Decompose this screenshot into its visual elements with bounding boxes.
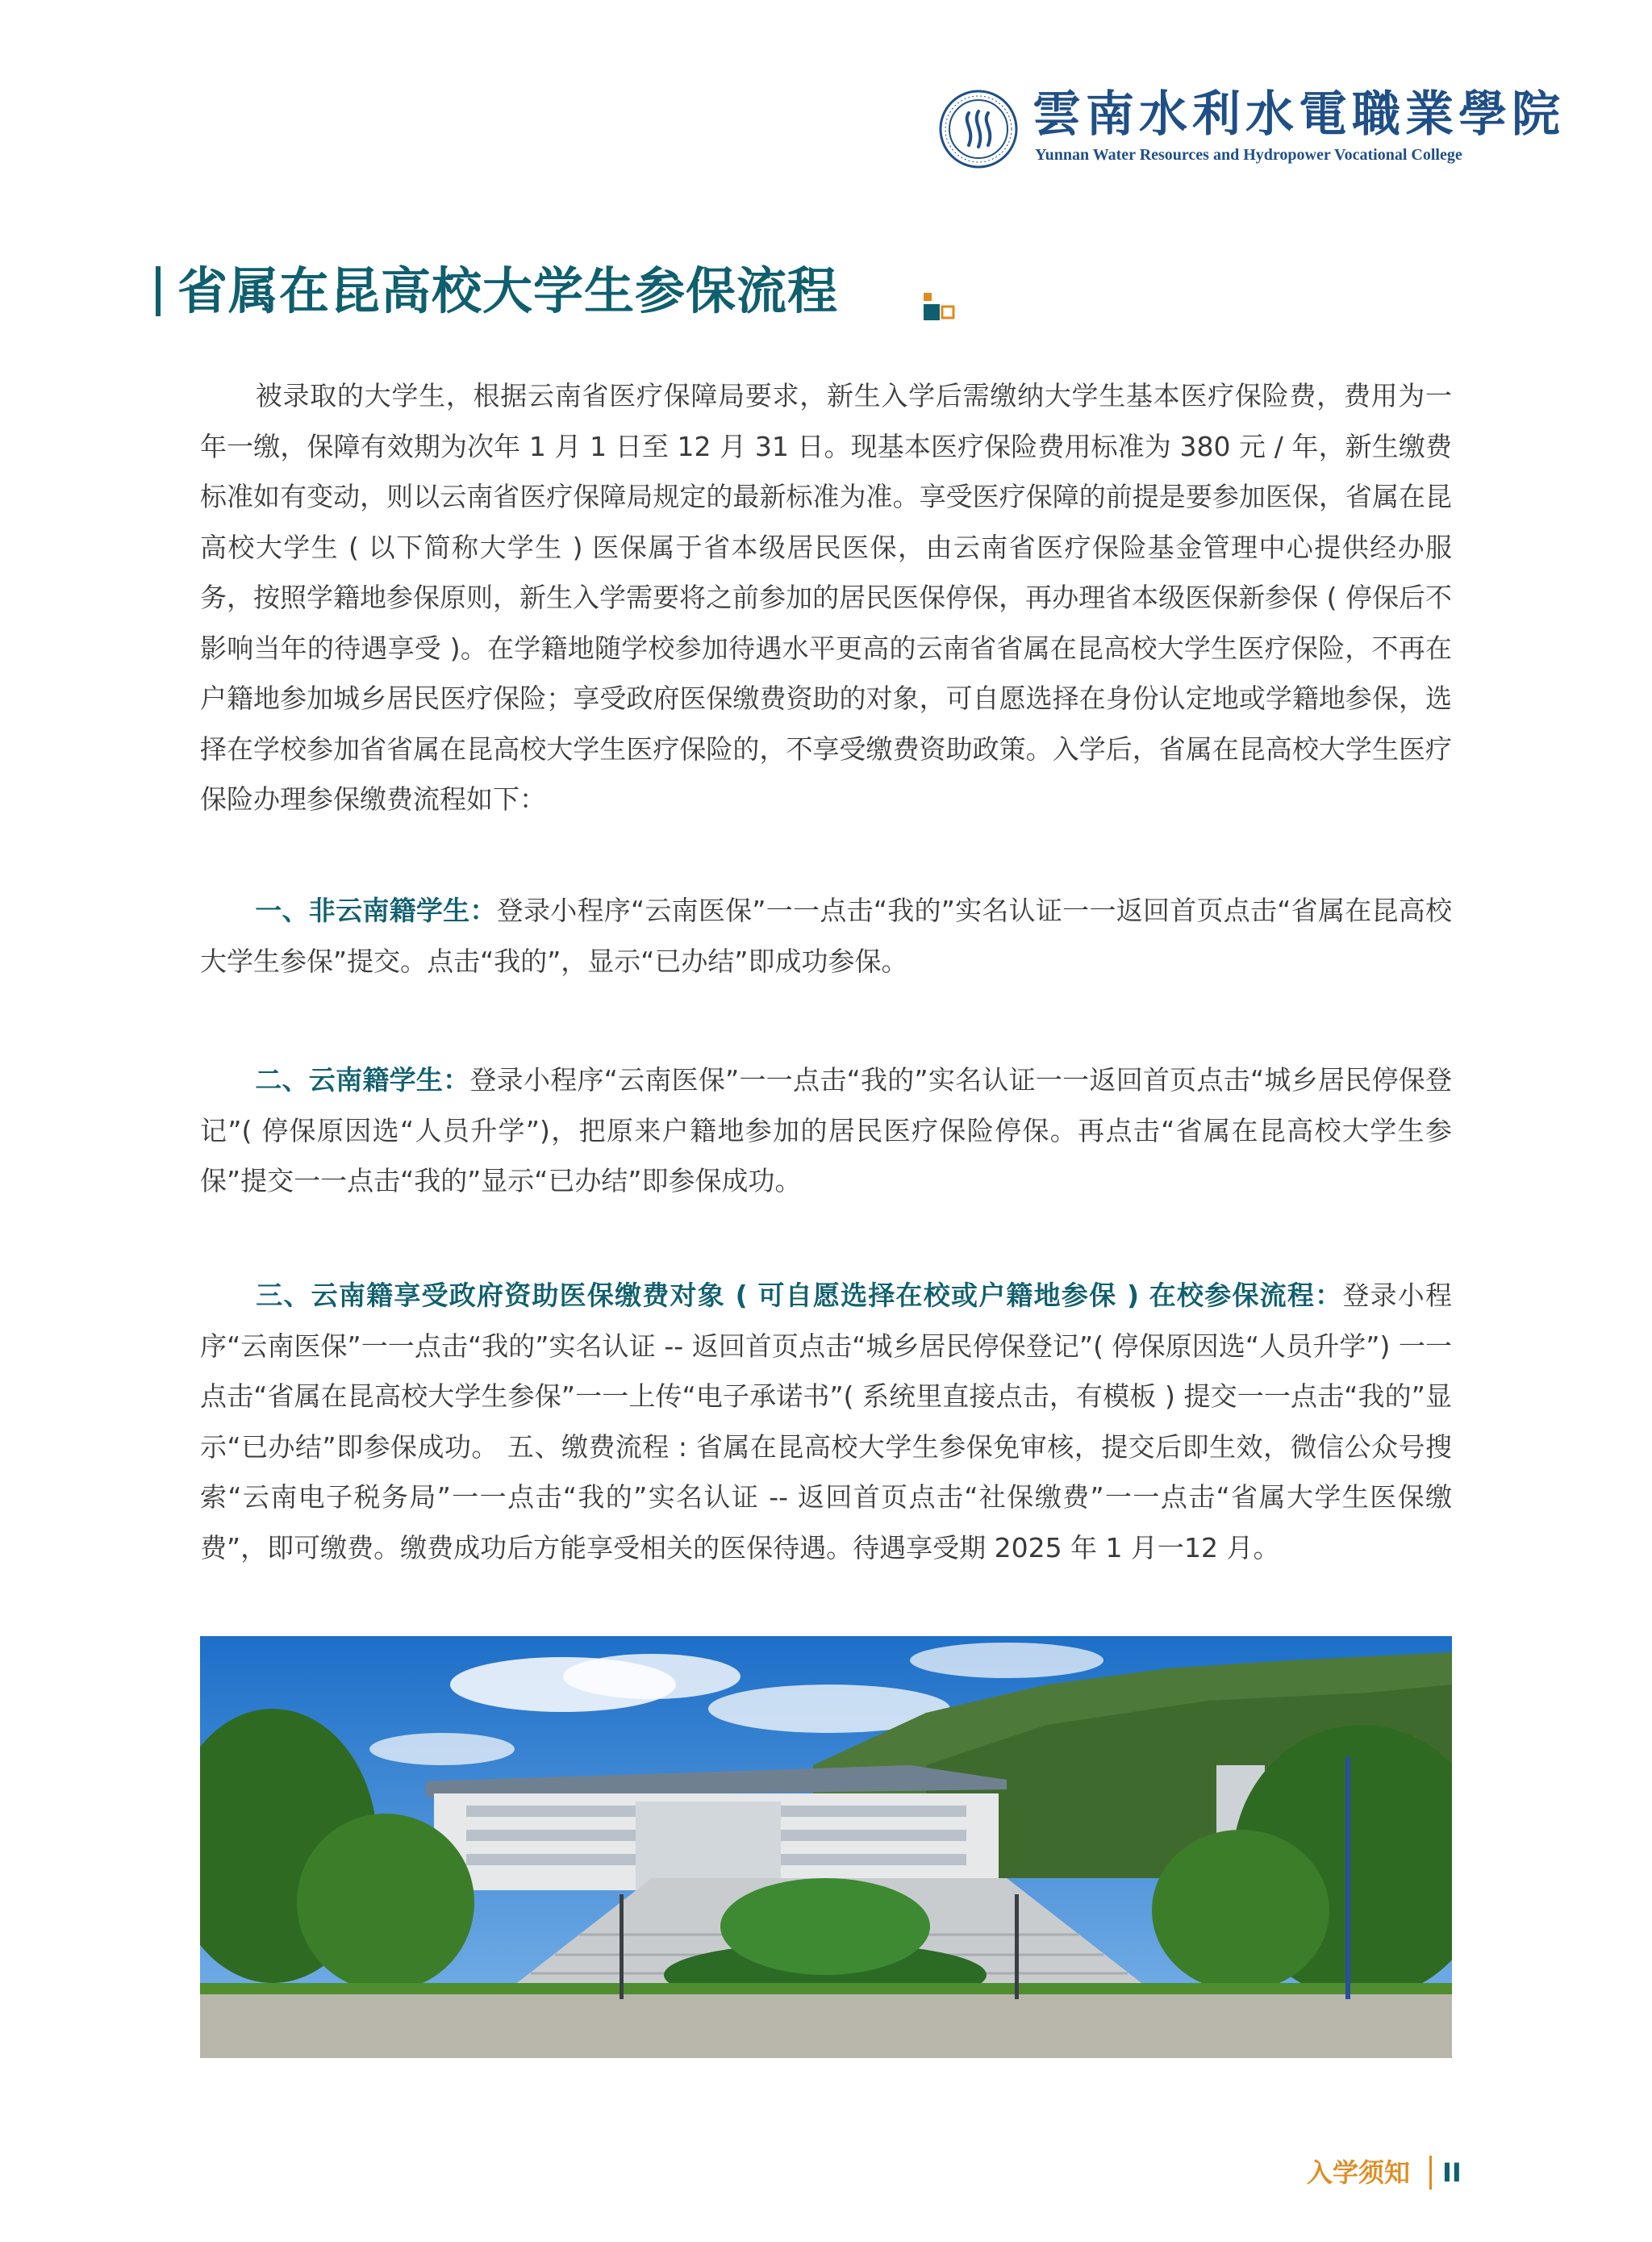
section-heading: 三、云南籍享受政府资助医保缴费对象 ( 可自愿选择在校或户籍地参保 ) 在校参保流程： xyxy=(255,1280,1343,1311)
section-text: 登录小程序“云南医保”一一点击“我的”实名认证一一返回首页点击“城乡居民停保登记”( 停保原因选“人员升学”)，把原来户籍地参加的居民医疗保险停保。再点击“省属在昆高校大学生参保”提交一一点击“我的”显示“已办结”即参保成功。 xyxy=(200,1064,1453,1196)
campus-photo xyxy=(200,1636,1452,2058)
page-number: II xyxy=(1442,2157,1462,2188)
section-non-yunnan xyxy=(200,886,1452,987)
logo-english-name: Yunnan Water Resources and Hydropower Vocational College xyxy=(1035,146,1462,164)
section-text: 登录小程序“云南医保”一一点击“我的”实名认证 -- 返回首页点击“城乡居民停保登记”( 停保原因选“人员升学”) 一一点击“省属在昆高校大学生参保”一一上传“电子承诺书”( 系统里直接点击，有模板 ) 提交一一点击“我的”显示“已办结”即参保成功。 五、缴费流程 : 省属在昆高校大学生参保免审核，提交后即生效，微信公众号搜索“云南电子税务局”一一点击“我的”实名认证 -- 返回首页点击“社保缴费”一一点击“省属大学生医保缴费”，即可缴费。缴费成功后方能享受相关的医保待遇。待遇享受期 2025 年 1 月一12 月。 xyxy=(200,1280,1453,1564)
campus-illustration xyxy=(200,1636,1452,2058)
section-text: 登录小程序“云南医保”一一点击“我的”实名认证一一返回首页点击“省属在昆高校大学生参保”提交。点击“我的”，显示“已办结”即成功参保。 xyxy=(200,895,1453,977)
section-yunnan xyxy=(200,1055,1452,1207)
college-logo xyxy=(938,86,1565,171)
logo-chinese-name: 雲南水利水電職業學院 xyxy=(1032,86,1565,143)
intro-text: 被录取的大学生，根据云南省医疗保障局要求，新生入学后需缴纳大学生基本医疗保险费，费用为一年一缴，保障有效期为次年 1 月 1 日至 12 月 31 日。现基本医疗保险费用标准为 380 元 / 年，新生缴费标准如有变动，则以云南省医疗保障局规定的最新标准为准。享受医疗保障的前提是要参加医保，省属在昆高校大学生 ( 以下简称大学生 ) 医保属于省本级居民医保，由云南省医疗保险基金管理中心提供经办服务，按照学籍地参保原则，新生入学需要将之前参加的居民医保停保，再办理省本级医保新参保 ( 停保后不影响当年的待遇享受 )。在学籍地随学校参加待遇水平更高的云南省省属在昆高校大学生医疗保险，不再在户籍地参加城乡居民医疗保险；享受政府医保缴费资助的对象，可自愿选择在身份认定地或学籍地参保，选择在学校参加省省属在昆高校大学生医疗保险的，不享受缴费资助政策。入学后，省属在昆高校大学生医疗保险办理参保缴费流程如下： xyxy=(200,380,1452,815)
section-heading: 二、云南籍学生： xyxy=(255,1064,470,1096)
intro-paragraph xyxy=(200,371,1452,825)
college-seal-icon xyxy=(938,89,1019,169)
page-title: 省属在昆高校大学生参保流程 xyxy=(177,261,839,320)
title-accent-bar xyxy=(156,266,161,316)
section-heading: 一、非云南籍学生： xyxy=(255,895,497,926)
title-decoration-icon xyxy=(924,293,956,320)
section-subsidized xyxy=(200,1271,1452,1573)
footer-divider xyxy=(1429,2156,1432,2190)
footer-section-label: 入学须知 xyxy=(1307,2157,1411,2188)
